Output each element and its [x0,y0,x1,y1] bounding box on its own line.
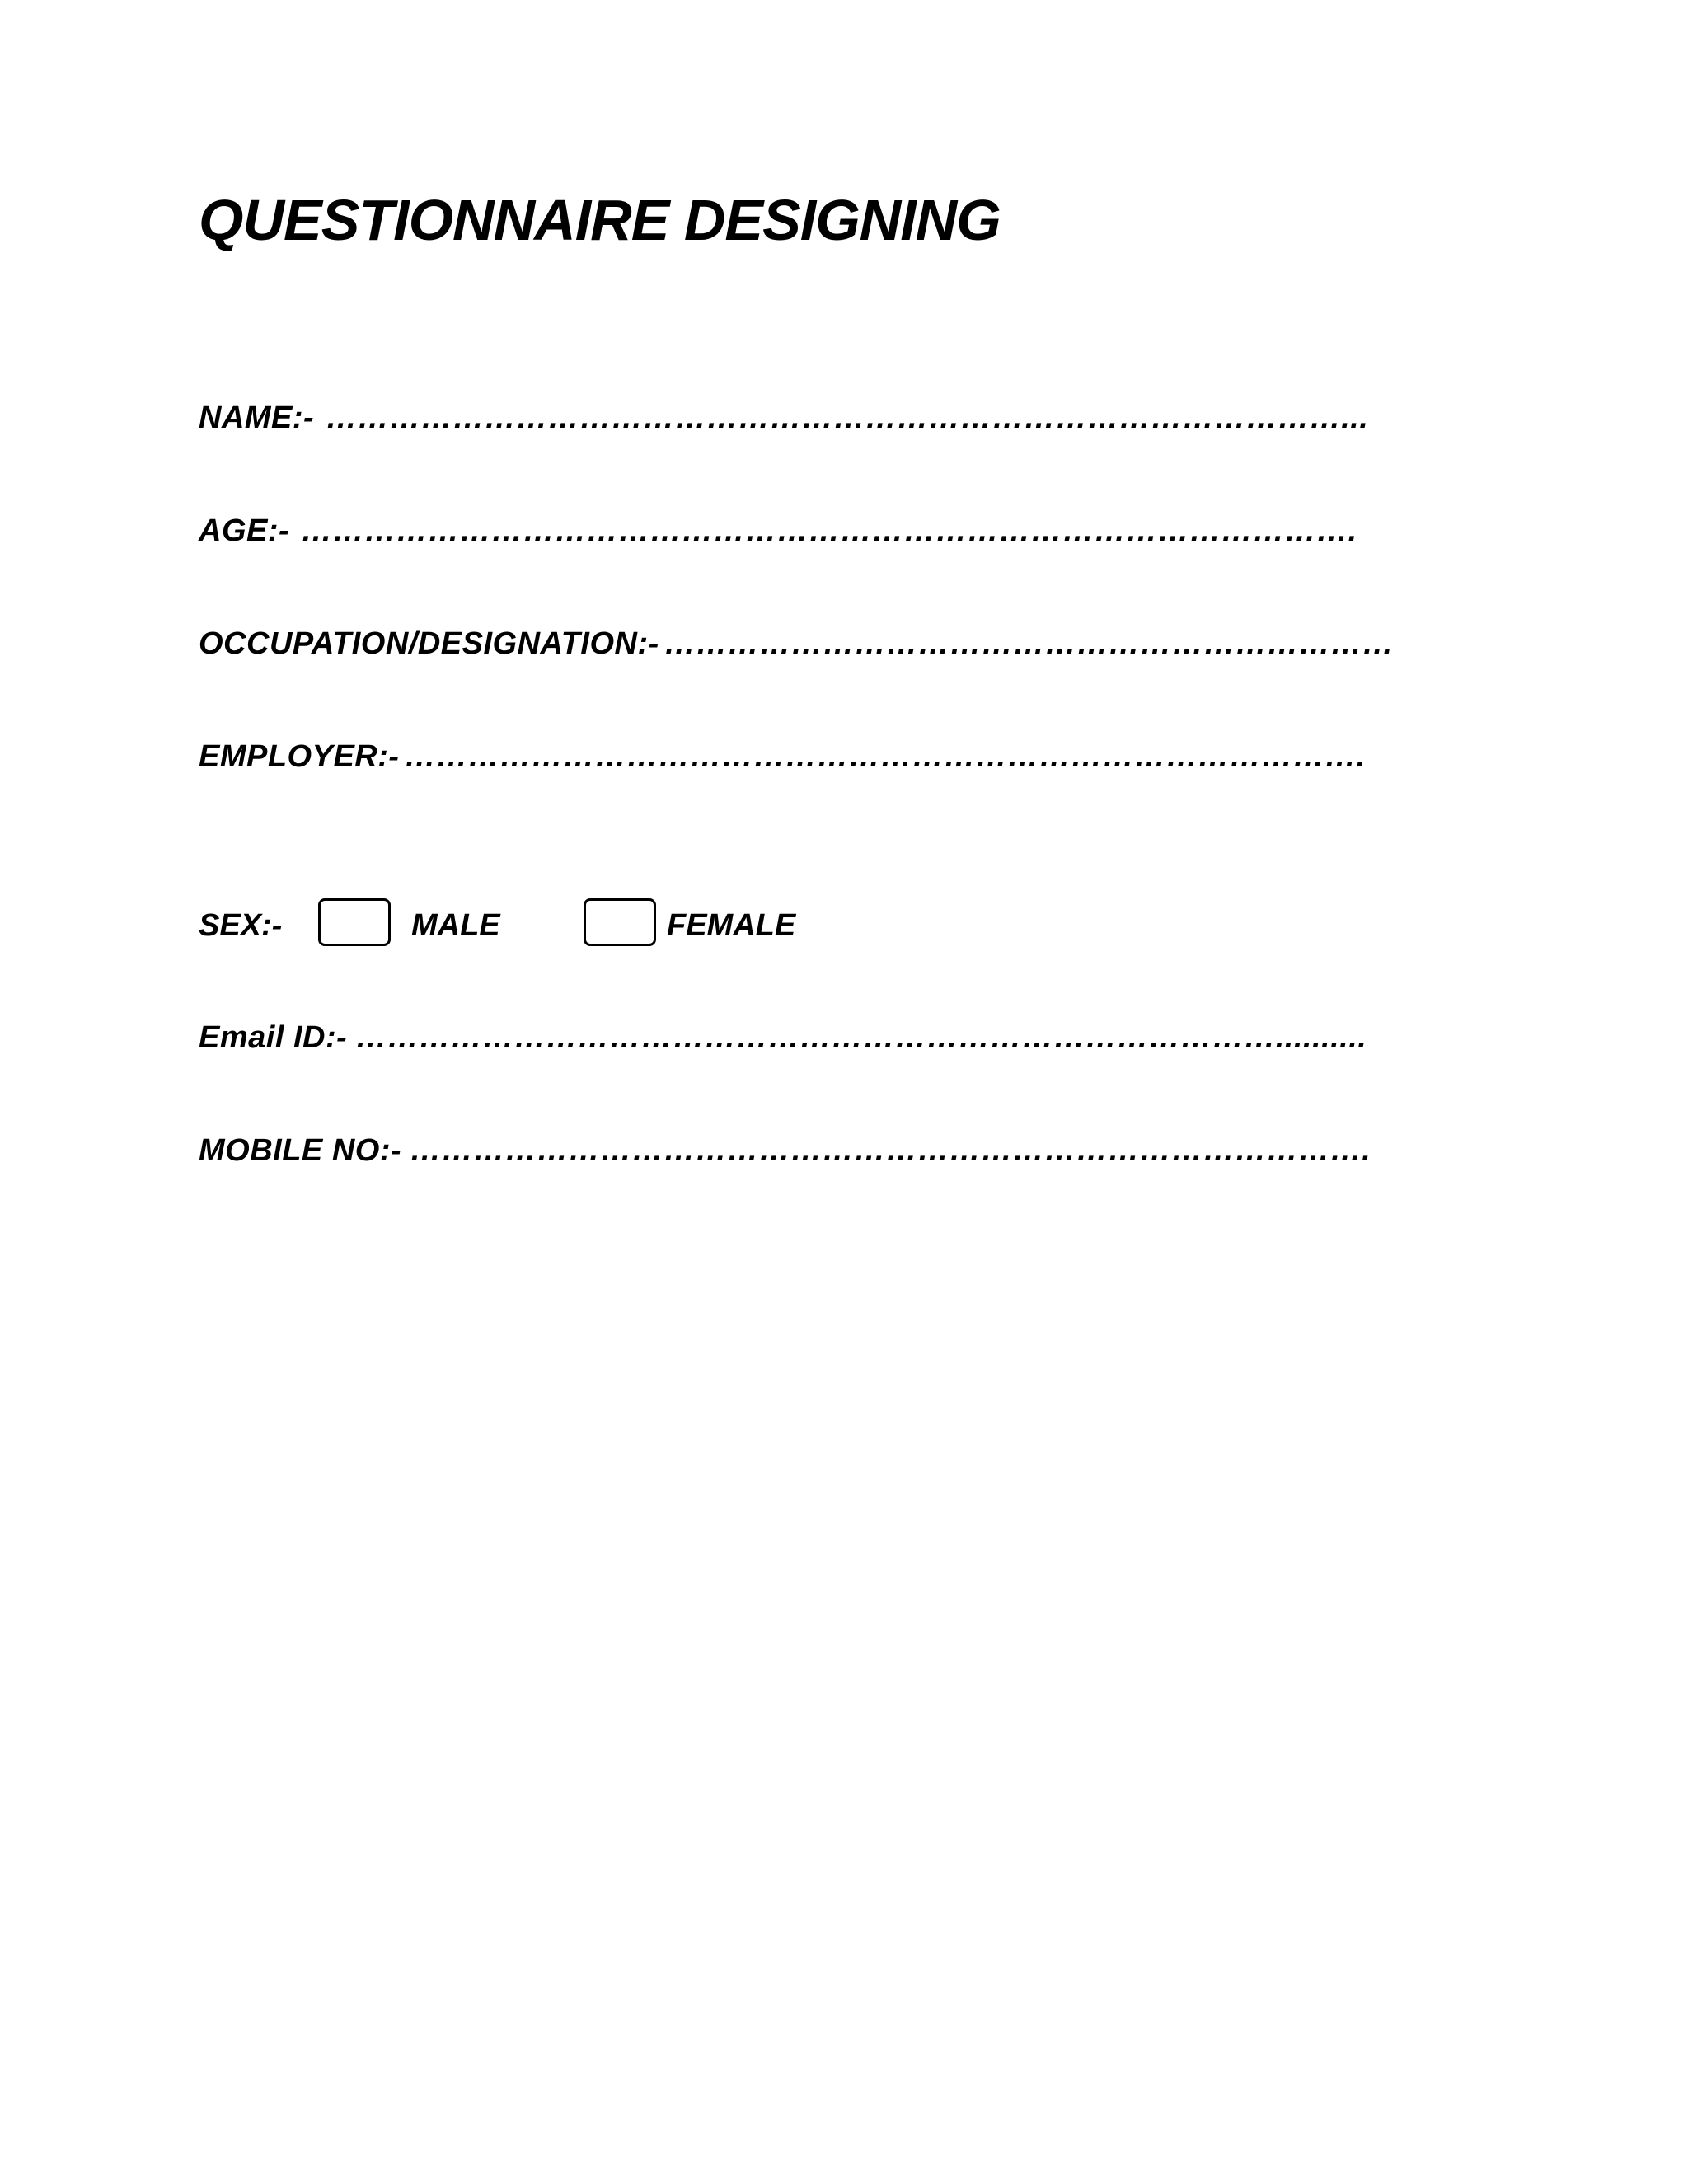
female-checkbox[interactable] [584,898,656,946]
sex-label: SEX:- [199,908,283,943]
name-field[interactable] [199,402,1368,434]
mobile-label: MOBILE NO:- [199,1133,402,1168]
age-blank-line[interactable]: ………………………………………………………………………………………. [301,513,1357,548]
name-blank-line[interactable]: ……………………………………………………………………………………... [326,401,1369,435]
mobile-field[interactable] [199,1135,1371,1166]
email-field[interactable] [199,1022,1367,1053]
age-field[interactable] [199,515,1357,546]
sex-field [199,898,940,951]
employer-blank-line[interactable]: ………………………………………………………………………………. [404,739,1366,774]
email-blank-line[interactable]: …………………………………………………………………………….......... [355,1020,1367,1055]
employer-field[interactable] [199,741,1366,772]
age-label: AGE:- [199,513,290,548]
mobile-blank-line[interactable]: ………………………………………………………………………………. [410,1133,1372,1168]
page-title: QUESTIONNAIRE DESIGNING [199,188,1001,252]
email-label: Email ID:- [199,1020,348,1055]
employer-label: EMPLOYER:- [199,739,400,774]
male-checkbox[interactable] [318,898,391,946]
occupation-label: OCCUPATION/DESIGNATION:- [199,626,659,661]
female-option-label: FEMALE [667,908,796,943]
name-label: NAME:- [199,401,315,435]
occupation-field[interactable] [199,628,1394,659]
male-option-label: MALE [411,908,500,943]
occupation-blank-line[interactable]: …………………………………………………………… [663,626,1395,661]
